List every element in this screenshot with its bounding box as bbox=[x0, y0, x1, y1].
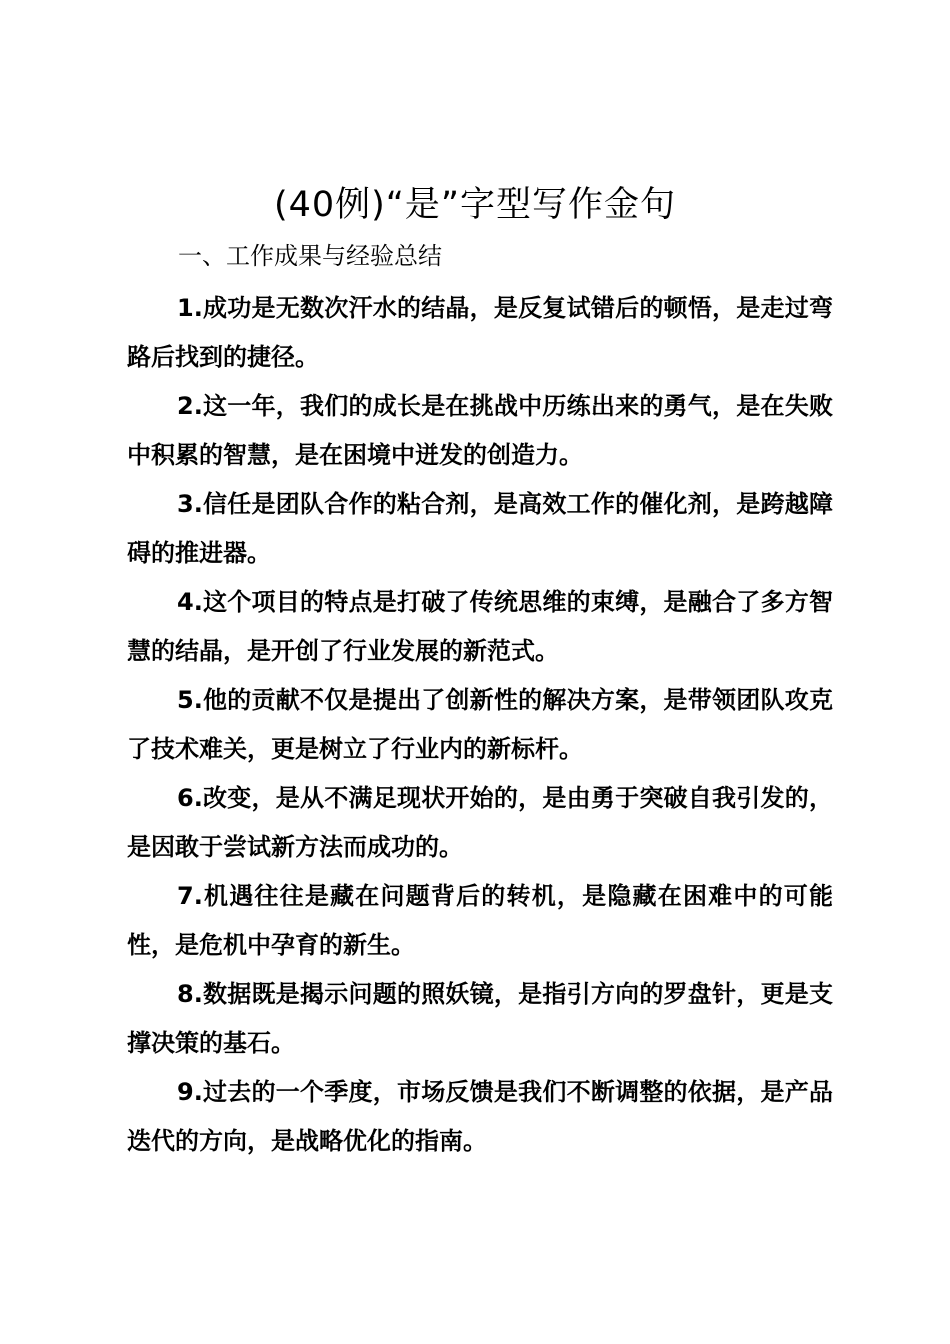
sentence-item: 7.机遇往往是藏在问题背后的转机，是隐藏在困难中的可能性，是危机中孕育的新生。 bbox=[127, 882, 833, 959]
sentence-item: 9.过去的一个季度，市场反馈是我们不断调整的依据，是产品迭代的方向，是战略优化的指南。 bbox=[127, 1078, 833, 1155]
sentence-item: 5.他的贡献不仅是提出了创新性的解决方案，是带领团队攻克了技术难关，更是树立了行业内的新标杆。 bbox=[127, 686, 833, 763]
sentence-item: 3.信任是团队合作的粘合剂，是高效工作的催化剂，是跨越障碍的推进器。 bbox=[127, 490, 833, 567]
sentence-item: 6.改变，是从不满足现状开始的，是由勇于突破自我引发的，是因敢于尝试新方法而成功的。 bbox=[127, 784, 833, 861]
sentence-item: 1.成功是无数次汗水的结晶，是反复试错后的顿悟，是走过弯路后找到的捷径。 bbox=[127, 294, 833, 371]
sentence-item: 2.这一年，我们的成长是在挑战中历练出来的勇气，是在失败中积累的智慧，是在困境中迸发的创造力。 bbox=[127, 392, 833, 469]
section-heading: 一、工作成果与经验总结 bbox=[178, 242, 442, 270]
document-title: (40例)“是”字型写作金句 bbox=[273, 185, 677, 225]
sentence-list bbox=[127, 284, 833, 1166]
sentence-item: 8.数据既是揭示问题的照妖镜，是指引方向的罗盘针，更是支撑决策的基石。 bbox=[127, 980, 833, 1057]
sentence-item: 4.这个项目的特点是打破了传统思维的束缚，是融合了多方智慧的结晶，是开创了行业发展的新范式。 bbox=[127, 588, 833, 665]
